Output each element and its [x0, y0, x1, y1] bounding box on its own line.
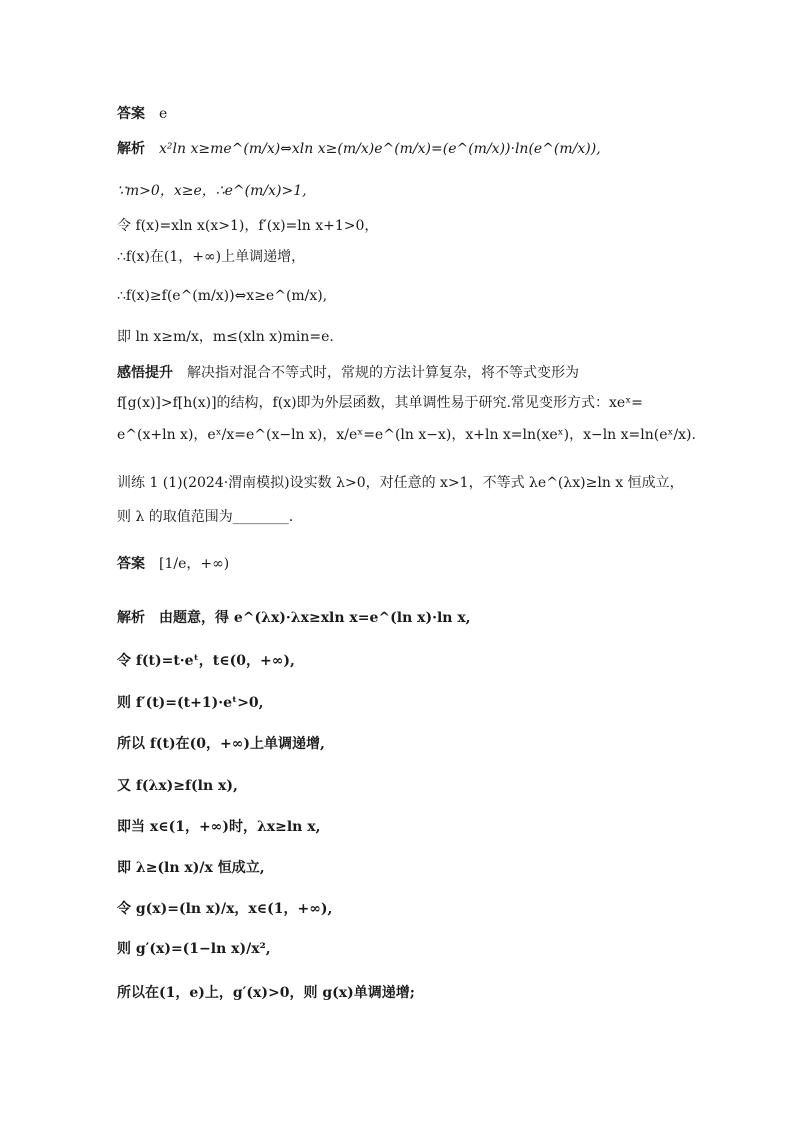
analysis-2-text: 则 g′(x)=(1−ln x)/x², [117, 941, 271, 957]
insight-line-3 [117, 424, 696, 446]
analysis-2-text: 所以 f(t)在(0，+∞)上单调递增, [117, 736, 325, 752]
answer-label: 答案 [117, 106, 145, 122]
exercise-line-1 [117, 472, 684, 494]
analysis-2-text: 所以在(1，e)上，g′(x)>0，则 g(x)单调递增; [117, 985, 415, 1001]
analysis-1-line-1 [117, 138, 601, 160]
analysis-2-text: 则 f′(t)=(t+1)·eᵗ>0, [117, 695, 264, 711]
analysis-2-line-10 [117, 982, 415, 1004]
analysis-2-line-7 [117, 857, 265, 879]
answer-value: [1/e，+∞) [159, 556, 230, 572]
answer-1 [117, 103, 167, 125]
analysis-2-text: 即 λ≥(ln x)/x 恒成立, [117, 860, 265, 876]
analysis-label: 解析 [117, 141, 145, 157]
exercise-text: 则 λ 的取值范围为________. [117, 509, 294, 525]
insight-text: e^(x+ln x)，eˣ/x=e^(x−ln x)，x/eˣ=e^(ln x−x)，x+ln x=ln(xeˣ)，x−ln x=ln(eˣ/x). [117, 427, 696, 443]
answer-value: e [159, 106, 168, 122]
analysis-1-text: ∵m>0，x≥e，∴e^(m/x)>1, [117, 183, 307, 199]
insight-label: 感悟提升 [117, 365, 173, 381]
analysis-2-line-5 [117, 775, 238, 797]
analysis-2-line-6 [117, 816, 320, 838]
analysis-1-line-6 [117, 326, 334, 348]
analysis-2-text: 由题意，得 e^(λx)·λx≥xln x=e^(ln x)·ln x, [159, 610, 471, 626]
exercise-text: 训练 1 (1)(2024·渭南模拟)设实数 λ>0，对任意的 x>1，不等式 λe^(λx)≥ln x 恒成立， [117, 475, 684, 491]
analysis-1-text: ∴f(x)≥f(e^(m/x))⇔x≥e^(m/x), [117, 288, 328, 304]
analysis-1-line-3 [117, 215, 378, 237]
answer-2 [117, 553, 229, 575]
analysis-2-line-3 [117, 692, 264, 714]
insight-text: f[g(x)]>f[h(x)]的结构，f(x)即为外层函数，其单调性易于研究.常见变形方式：xeˣ= [117, 395, 643, 411]
insight-text: 解决指对混合不等式时，常规的方法计算复杂，将不等式变形为 [187, 365, 579, 381]
analysis-1-line-4 [117, 246, 305, 268]
analysis-2-text: 令 f(t)=t·eᵗ，t∈(0，+∞), [117, 653, 295, 669]
answer-label: 答案 [117, 556, 145, 572]
analysis-2-text: 令 g(x)=(ln x)/x，x∈(1，+∞), [117, 901, 333, 917]
insight-line-1 [117, 362, 579, 384]
analysis-2-text: 又 f(λx)≥f(ln x), [117, 778, 238, 794]
analysis-1-line-2 [117, 180, 307, 202]
analysis-2-text: 即当 x∈(1，+∞)时，λx≥ln x, [117, 819, 321, 835]
exercise-line-2 [117, 506, 293, 528]
analysis-label: 解析 [117, 610, 145, 626]
analysis-2-line-4 [117, 733, 325, 755]
analysis-1-text: 令 f(x)=xln x(x>1)，f′(x)=ln x+1>0， [117, 218, 379, 234]
analysis-2-line-8 [117, 898, 332, 920]
analysis-1-text: 即 ln x≥m/x，m≤(xln x)min=e. [117, 329, 334, 345]
analysis-1-text: ∴f(x)在(1，+∞)上单调递增， [117, 249, 306, 265]
analysis-1-text: x²ln x≥me^(m/x)⇔xln x≥(m/x)e^(m/x)=(e^(m/x))·ln(e^(m/x)), [159, 141, 601, 157]
analysis-1-line-5 [117, 285, 327, 307]
analysis-2-line-2 [117, 650, 295, 672]
analysis-2-line-9 [117, 938, 271, 960]
analysis-2-line-1 [117, 607, 471, 629]
insight-line-2 [117, 392, 643, 414]
